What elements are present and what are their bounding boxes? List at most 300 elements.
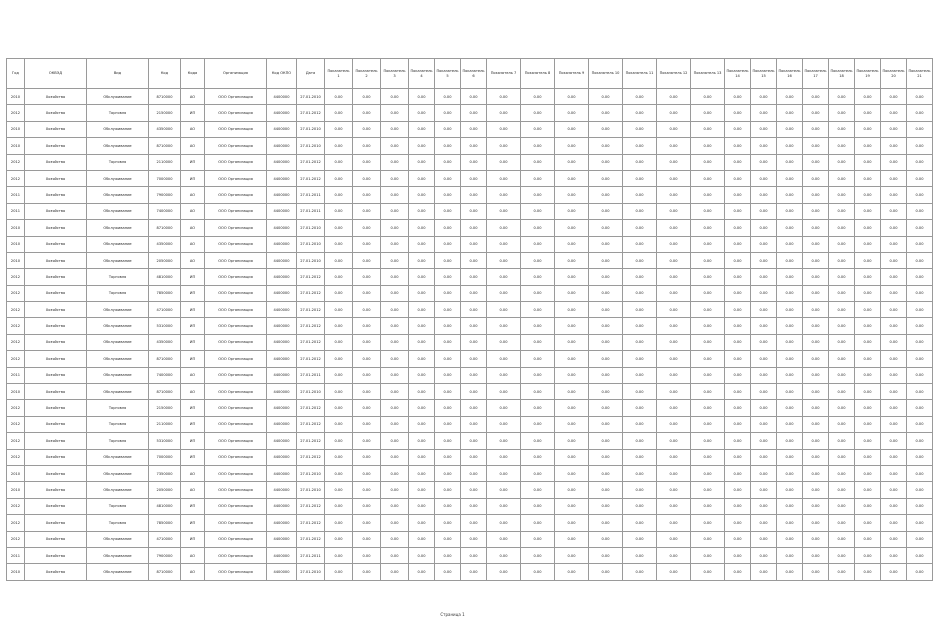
cell-value: 0.00 (325, 318, 353, 334)
cell-value: 0.00 (907, 138, 933, 154)
cell-type: Торговля (87, 269, 149, 285)
cell-value: 0.00 (555, 449, 589, 465)
cell-value: 0.00 (691, 482, 725, 498)
cell-value: 0.00 (461, 154, 487, 170)
cell-value: 0.00 (623, 433, 657, 449)
cell-value: 0.00 (829, 547, 855, 563)
cell-okpo: 4400000 (267, 482, 297, 498)
cell-value: 0.00 (435, 367, 461, 383)
cell-date: 27.01.2012 (297, 433, 325, 449)
cell-value: 0.00 (521, 465, 555, 481)
cell-value: 0.00 (881, 302, 907, 318)
cell-date: 27.01.2011 (297, 203, 325, 219)
cell-value: 0.00 (555, 269, 589, 285)
table-row (7, 482, 933, 498)
cell-value: 0.00 (589, 302, 623, 318)
cell-value: 0.00 (521, 498, 555, 514)
cell-value: 0.00 (829, 220, 855, 236)
table-row (7, 203, 933, 219)
cell-org: ООО Организация (205, 203, 267, 219)
cell-value: 0.00 (777, 105, 803, 121)
cell-value: 0.00 (487, 236, 521, 252)
cell-value: 0.00 (521, 203, 555, 219)
cell-date: 27.01.2012 (297, 318, 325, 334)
cell-value: 0.00 (325, 334, 353, 350)
cell-value: 0.00 (589, 318, 623, 334)
cell-value: 0.00 (325, 220, 353, 236)
cell-value: 0.00 (435, 269, 461, 285)
cell-value: 0.00 (461, 400, 487, 416)
cell-value: 0.00 (829, 449, 855, 465)
cell-org: ООО Организация (205, 351, 267, 367)
cell-type: Обслуживание (87, 531, 149, 547)
cell-value: 0.00 (907, 170, 933, 186)
cell-value: 0.00 (725, 465, 751, 481)
cell-value: 0.00 (907, 449, 933, 465)
cell-value: 0.00 (881, 170, 907, 186)
cell-value: 0.00 (325, 400, 353, 416)
cell-value: 0.00 (435, 302, 461, 318)
table-row (7, 269, 933, 285)
cell-value: 0.00 (353, 105, 381, 121)
cell-value: 0.00 (461, 515, 487, 531)
cell-value: 0.00 (487, 416, 521, 432)
cell-type: Обслуживание (87, 465, 149, 481)
cell-value: 0.00 (657, 564, 691, 580)
cell-value: 0.00 (881, 105, 907, 121)
cell-value: 0.00 (725, 302, 751, 318)
cell-year: 2012 (7, 498, 25, 514)
cell-type: Обслуживание (87, 384, 149, 400)
cell-value: 0.00 (725, 547, 751, 563)
cell-value: 0.00 (487, 384, 521, 400)
cell-value: 0.00 (521, 154, 555, 170)
cell-value: 0.00 (751, 89, 777, 105)
cell-okpo: 4400000 (267, 416, 297, 432)
cell-value: 0.00 (657, 318, 691, 334)
cell-value: 0.00 (521, 252, 555, 268)
cell-value: 0.00 (589, 105, 623, 121)
cell-value: 0.00 (777, 89, 803, 105)
cell-value: 0.00 (777, 384, 803, 400)
cell-value: 0.00 (623, 465, 657, 481)
cell-value: 0.00 (487, 515, 521, 531)
cell-okved: Хозяйство (25, 89, 87, 105)
table-row (7, 384, 933, 400)
cell-value: 0.00 (777, 367, 803, 383)
cell-value: 0.00 (589, 89, 623, 105)
cell-value: 0.00 (409, 433, 435, 449)
cell-value: 0.00 (555, 105, 589, 121)
cell-okpo: 4400000 (267, 269, 297, 285)
cell-value: 0.00 (589, 236, 623, 252)
cell-code: 7900000 (149, 187, 181, 203)
cell-value: 0.00 (353, 433, 381, 449)
cell-value: 0.00 (777, 121, 803, 137)
cell-okved: Хозяйство (25, 220, 87, 236)
cell-org: ООО Организация (205, 138, 267, 154)
cell-value: 0.00 (589, 564, 623, 580)
cell-value: 0.00 (657, 367, 691, 383)
cell-value: 0.00 (855, 170, 881, 186)
cell-value: 0.00 (521, 384, 555, 400)
cell-value: 0.00 (623, 121, 657, 137)
cell-code: 4810000 (149, 269, 181, 285)
cell-okpo: 4400000 (267, 449, 297, 465)
cell-okpo: 4400000 (267, 252, 297, 268)
cell-okved: Хозяйство (25, 187, 87, 203)
cell-year: 2010 (7, 384, 25, 400)
cell-value: 0.00 (777, 531, 803, 547)
cell-code: 5310000 (149, 433, 181, 449)
cell-value: 0.00 (487, 482, 521, 498)
cell-type: Обслуживание (87, 252, 149, 268)
cell-value: 0.00 (353, 318, 381, 334)
cell-code: 7000000 (149, 449, 181, 465)
cell-value: 0.00 (325, 89, 353, 105)
cell-value: 0.00 (381, 220, 409, 236)
cell-value: 0.00 (325, 302, 353, 318)
cell-value: 0.00 (353, 465, 381, 481)
cell-year: 2011 (7, 547, 25, 563)
cell-value: 0.00 (803, 121, 829, 137)
cell-value: 0.00 (725, 531, 751, 547)
cell-value: 0.00 (435, 515, 461, 531)
cell-okpo: 4400000 (267, 285, 297, 301)
cell-value: 0.00 (881, 187, 907, 203)
cell-value: 0.00 (725, 236, 751, 252)
cell-type: Обслуживание (87, 318, 149, 334)
cell-value: 0.00 (855, 89, 881, 105)
cell-year: 2010 (7, 564, 25, 580)
cell-value: 0.00 (657, 384, 691, 400)
cell-value: 0.00 (409, 203, 435, 219)
cell-value: 0.00 (381, 515, 409, 531)
data-table (6, 58, 933, 581)
column-header: Дата (297, 59, 325, 89)
cell-value: 0.00 (691, 203, 725, 219)
cell-okved: Хозяйство (25, 564, 87, 580)
cell-value: 0.00 (589, 252, 623, 268)
cell-kind: ИП (181, 302, 205, 318)
cell-okved: Хозяйство (25, 170, 87, 186)
cell-value: 0.00 (487, 400, 521, 416)
cell-value: 0.00 (855, 203, 881, 219)
cell-kind: АО (181, 138, 205, 154)
cell-value: 0.00 (803, 89, 829, 105)
cell-year: 2012 (7, 416, 25, 432)
cell-org: ООО Организация (205, 170, 267, 186)
cell-year: 2012 (7, 318, 25, 334)
cell-value: 0.00 (461, 498, 487, 514)
cell-value: 0.00 (555, 170, 589, 186)
cell-date: 27.01.2012 (297, 170, 325, 186)
cell-value: 0.00 (829, 482, 855, 498)
cell-value: 0.00 (381, 89, 409, 105)
cell-type: Торговля (87, 433, 149, 449)
cell-org: ООО Организация (205, 400, 267, 416)
cell-value: 0.00 (435, 318, 461, 334)
cell-value: 0.00 (409, 465, 435, 481)
column-header: Показатель 6 (461, 59, 487, 89)
cell-value: 0.00 (555, 220, 589, 236)
cell-value: 0.00 (381, 105, 409, 121)
cell-code: 7000000 (149, 170, 181, 186)
cell-value: 0.00 (855, 187, 881, 203)
cell-value: 0.00 (521, 236, 555, 252)
cell-value: 0.00 (657, 285, 691, 301)
cell-code: 2150000 (149, 105, 181, 121)
cell-value: 0.00 (521, 121, 555, 137)
cell-value: 0.00 (623, 89, 657, 105)
cell-value: 0.00 (829, 465, 855, 481)
cell-value: 0.00 (381, 400, 409, 416)
cell-okved: Хозяйство (25, 433, 87, 449)
cell-type: Обслуживание (87, 367, 149, 383)
cell-value: 0.00 (751, 318, 777, 334)
cell-value: 0.00 (381, 170, 409, 186)
cell-kind: ИП (181, 318, 205, 334)
cell-value: 0.00 (691, 384, 725, 400)
cell-value: 0.00 (409, 302, 435, 318)
cell-value: 0.00 (325, 203, 353, 219)
cell-code: 5310000 (149, 318, 181, 334)
cell-value: 0.00 (623, 285, 657, 301)
cell-value: 0.00 (751, 334, 777, 350)
cell-value: 0.00 (435, 170, 461, 186)
table-row (7, 465, 933, 481)
cell-value: 0.00 (623, 252, 657, 268)
column-header: Год (7, 59, 25, 89)
cell-value: 0.00 (555, 187, 589, 203)
cell-type: Торговля (87, 105, 149, 121)
cell-value: 0.00 (521, 482, 555, 498)
cell-value: 0.00 (691, 285, 725, 301)
cell-value: 0.00 (623, 498, 657, 514)
cell-value: 0.00 (623, 547, 657, 563)
cell-value: 0.00 (381, 351, 409, 367)
cell-org: ООО Организация (205, 334, 267, 350)
cell-value: 0.00 (751, 252, 777, 268)
column-header: Показатель 7 (487, 59, 521, 89)
cell-value: 0.00 (409, 416, 435, 432)
cell-value: 0.00 (521, 564, 555, 580)
cell-value: 0.00 (589, 449, 623, 465)
cell-value: 0.00 (325, 367, 353, 383)
cell-code: 7850000 (149, 285, 181, 301)
cell-value: 0.00 (409, 89, 435, 105)
table-row (7, 416, 933, 432)
cell-type: Торговля (87, 515, 149, 531)
cell-value: 0.00 (881, 154, 907, 170)
cell-value: 0.00 (725, 203, 751, 219)
cell-value: 0.00 (691, 89, 725, 105)
cell-value: 0.00 (325, 465, 353, 481)
cell-value: 0.00 (623, 187, 657, 203)
cell-value: 0.00 (829, 89, 855, 105)
cell-value: 0.00 (381, 236, 409, 252)
cell-year: 2010 (7, 121, 25, 137)
cell-value: 0.00 (777, 318, 803, 334)
cell-value: 0.00 (555, 334, 589, 350)
cell-org: ООО Организация (205, 449, 267, 465)
cell-year: 2010 (7, 236, 25, 252)
cell-year: 2010 (7, 465, 25, 481)
cell-value: 0.00 (381, 547, 409, 563)
cell-value: 0.00 (907, 252, 933, 268)
cell-value: 0.00 (409, 269, 435, 285)
cell-code: 2050000 (149, 482, 181, 498)
cell-value: 0.00 (855, 465, 881, 481)
cell-value: 0.00 (691, 187, 725, 203)
cell-value: 0.00 (521, 138, 555, 154)
cell-value: 0.00 (803, 465, 829, 481)
cell-value: 0.00 (381, 269, 409, 285)
cell-value: 0.00 (325, 384, 353, 400)
cell-value: 0.00 (657, 269, 691, 285)
cell-value: 0.00 (777, 515, 803, 531)
cell-value: 0.00 (381, 285, 409, 301)
cell-value: 0.00 (353, 351, 381, 367)
cell-value: 0.00 (353, 236, 381, 252)
cell-kind: АО (181, 482, 205, 498)
cell-value: 0.00 (623, 449, 657, 465)
cell-kind: ИП (181, 351, 205, 367)
cell-value: 0.00 (589, 203, 623, 219)
cell-okved: Хозяйство (25, 367, 87, 383)
cell-value: 0.00 (521, 105, 555, 121)
cell-value: 0.00 (589, 187, 623, 203)
cell-value: 0.00 (381, 498, 409, 514)
cell-value: 0.00 (325, 269, 353, 285)
cell-value: 0.00 (691, 351, 725, 367)
cell-value: 0.00 (555, 564, 589, 580)
cell-kind: АО (181, 465, 205, 481)
cell-value: 0.00 (623, 564, 657, 580)
cell-value: 0.00 (803, 105, 829, 121)
cell-value: 0.00 (381, 564, 409, 580)
cell-value: 0.00 (829, 302, 855, 318)
cell-value: 0.00 (521, 449, 555, 465)
cell-value: 0.00 (829, 531, 855, 547)
cell-value: 0.00 (353, 302, 381, 318)
cell-value: 0.00 (881, 236, 907, 252)
cell-value: 0.00 (555, 482, 589, 498)
cell-value: 0.00 (409, 449, 435, 465)
cell-okved: Хозяйство (25, 236, 87, 252)
cell-value: 0.00 (555, 367, 589, 383)
cell-value: 0.00 (725, 170, 751, 186)
cell-value: 0.00 (461, 89, 487, 105)
cell-org: ООО Организация (205, 531, 267, 547)
cell-value: 0.00 (691, 416, 725, 432)
cell-year: 2011 (7, 367, 25, 383)
cell-value: 0.00 (829, 269, 855, 285)
column-header: Показатель 1 (325, 59, 353, 89)
cell-okved: Хозяйство (25, 547, 87, 563)
cell-value: 0.00 (435, 449, 461, 465)
cell-value: 0.00 (907, 400, 933, 416)
cell-value: 0.00 (555, 547, 589, 563)
cell-value: 0.00 (881, 203, 907, 219)
cell-value: 0.00 (623, 154, 657, 170)
cell-type: Обслуживание (87, 482, 149, 498)
cell-value: 0.00 (803, 400, 829, 416)
cell-value: 0.00 (409, 318, 435, 334)
cell-value: 0.00 (855, 269, 881, 285)
cell-value: 0.00 (829, 400, 855, 416)
cell-value: 0.00 (803, 334, 829, 350)
cell-value: 0.00 (435, 138, 461, 154)
cell-value: 0.00 (657, 351, 691, 367)
cell-value: 0.00 (487, 449, 521, 465)
cell-value: 0.00 (435, 236, 461, 252)
cell-value: 0.00 (487, 433, 521, 449)
column-header: Показатель 4 (409, 59, 435, 89)
cell-value: 0.00 (487, 334, 521, 350)
cell-value: 0.00 (691, 236, 725, 252)
cell-kind: ИП (181, 531, 205, 547)
cell-value: 0.00 (829, 187, 855, 203)
cell-value: 0.00 (589, 334, 623, 350)
cell-value: 0.00 (435, 220, 461, 236)
cell-kind: ИП (181, 269, 205, 285)
cell-value: 0.00 (353, 482, 381, 498)
cell-value: 0.00 (435, 89, 461, 105)
cell-value: 0.00 (461, 465, 487, 481)
cell-value: 0.00 (881, 531, 907, 547)
cell-kind: ИП (181, 285, 205, 301)
cell-value: 0.00 (521, 220, 555, 236)
cell-value: 0.00 (829, 318, 855, 334)
cell-type: Обслуживание (87, 564, 149, 580)
cell-value: 0.00 (725, 285, 751, 301)
cell-org: ООО Организация (205, 252, 267, 268)
cell-value: 0.00 (725, 498, 751, 514)
cell-org: ООО Организация (205, 154, 267, 170)
cell-value: 0.00 (353, 269, 381, 285)
cell-value: 0.00 (751, 531, 777, 547)
cell-value: 0.00 (381, 252, 409, 268)
cell-value: 0.00 (435, 203, 461, 219)
cell-value: 0.00 (829, 138, 855, 154)
cell-value: 0.00 (777, 564, 803, 580)
table-row (7, 252, 933, 268)
cell-value: 0.00 (803, 498, 829, 514)
cell-value: 0.00 (777, 547, 803, 563)
cell-value: 0.00 (381, 482, 409, 498)
cell-year: 2012 (7, 285, 25, 301)
table-row (7, 318, 933, 334)
cell-okpo: 4400000 (267, 384, 297, 400)
table-row (7, 138, 933, 154)
cell-value: 0.00 (691, 531, 725, 547)
cell-value: 0.00 (725, 252, 751, 268)
cell-value: 0.00 (691, 105, 725, 121)
cell-value: 0.00 (555, 302, 589, 318)
cell-value: 0.00 (589, 351, 623, 367)
cell-value: 0.00 (907, 269, 933, 285)
column-header: Кода (181, 59, 205, 89)
cell-value: 0.00 (725, 351, 751, 367)
cell-value: 0.00 (381, 367, 409, 383)
cell-value: 0.00 (803, 318, 829, 334)
cell-value: 0.00 (555, 203, 589, 219)
cell-value: 0.00 (907, 236, 933, 252)
cell-value: 0.00 (409, 285, 435, 301)
cell-value: 0.00 (623, 531, 657, 547)
cell-value: 0.00 (325, 138, 353, 154)
